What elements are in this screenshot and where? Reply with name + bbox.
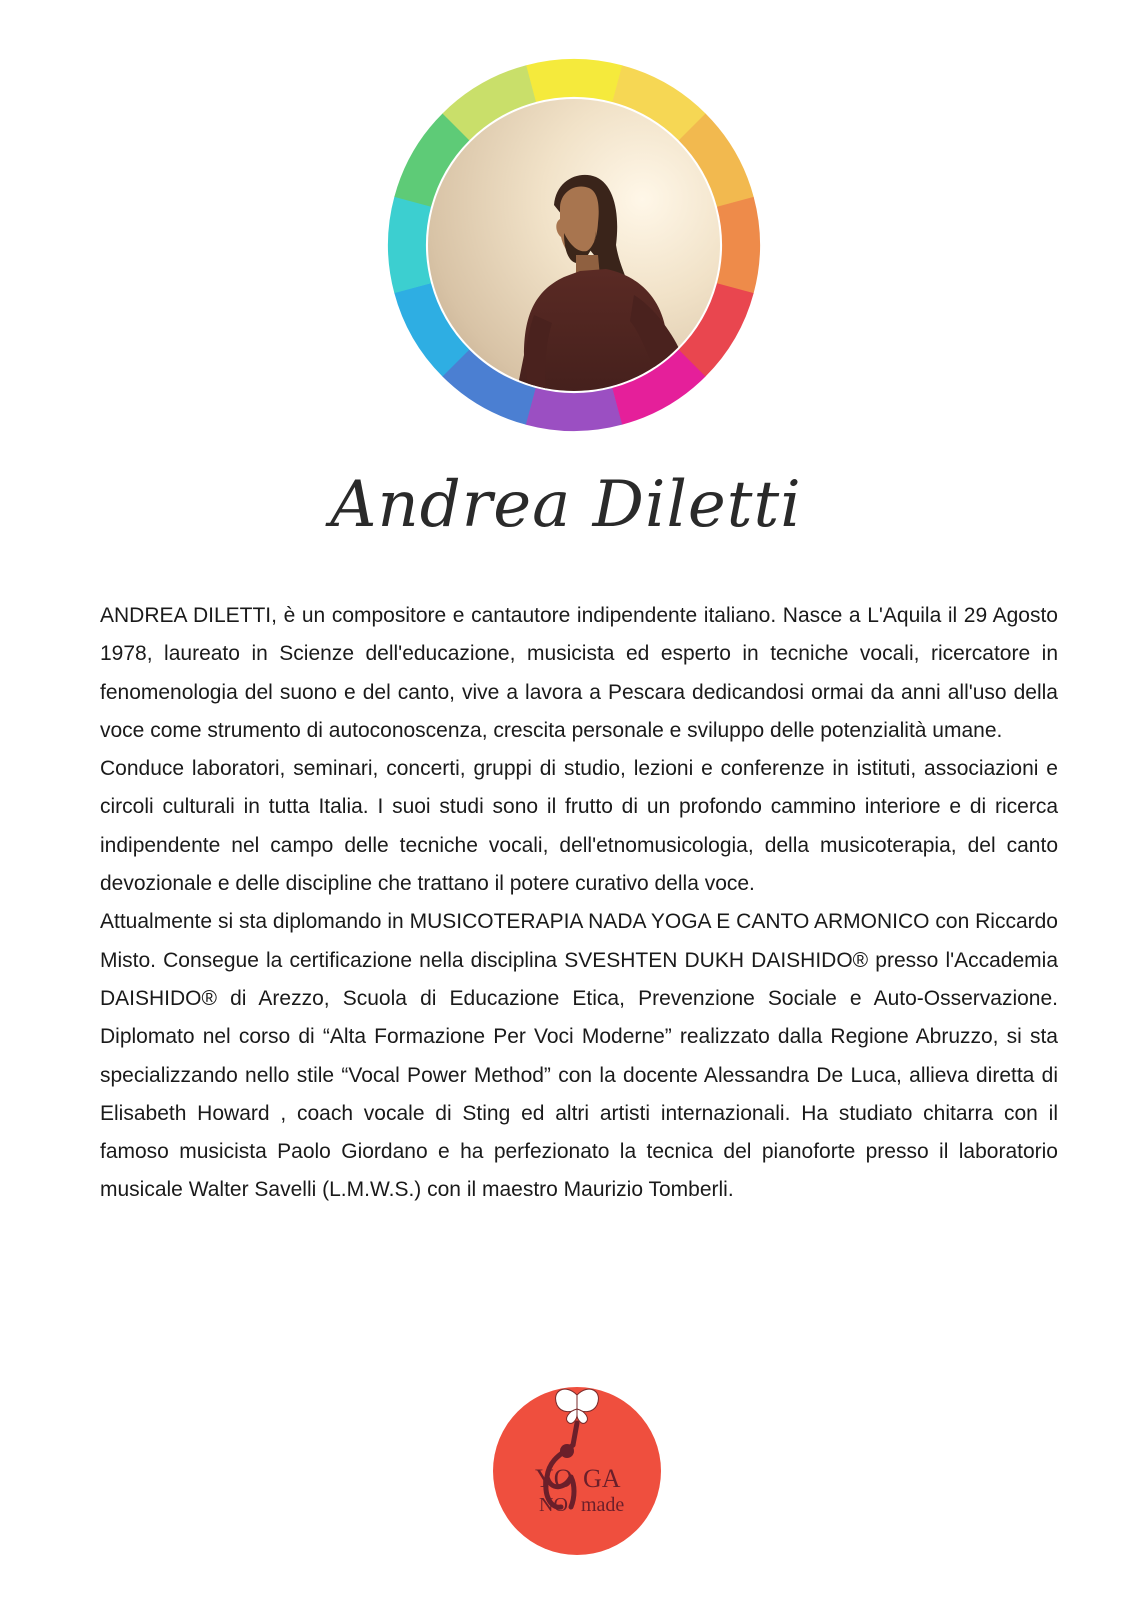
biography xyxy=(100,597,1058,1210)
yoga-nomade-logo xyxy=(491,1385,663,1557)
ring-segment xyxy=(526,59,623,102)
logo-text-made: made xyxy=(581,1494,625,1516)
color-wheel-ring xyxy=(384,55,764,435)
bio-paragraph-2: Conduce laboratori, seminari, concerti, gruppi di studio, lezioni e conferenze in istituti, associazioni e circoli culturali in tutta Italia. I suoi studi sono il frutto di un profondo cammino interiore e di ricerca indipendente nel campo delle tecniche vocali, dell'etnomusicologia, della musicoterapia, del canto devozionale e delle discipline che trattano il potere curativo della voce. xyxy=(100,757,1058,896)
ring-segment xyxy=(717,197,760,294)
logo-text-ga: GA xyxy=(583,1464,621,1493)
bio-paragraph-3: Attualmente si sta diplomando in MUSICOTERAPIA NADA YOGA E CANTO ARMONICO con Riccardo Misto. Consegue la certificazione nella disciplina SVESHTEN DUKH DAISHIDO® presso l'Accademia DAISHIDO® di Arezzo, Scuola di Educazione Etica, Prevenzione Sociale e Auto-Osservazione. Diplomato nel corso di “Alta Formazione Per Voci Moderne” realizzato dalla Regione Abruzzo, si sta specializzando nello stile “Vocal Power Method” con la docente Alessandra De Luca, allieva diretta di Elisabeth Howard , coach vocale di Sting ed altri artisti internazionali. Ha studiato chitarra con il famoso musicista Paolo Giordano e ha perfezionato la tecnica del pianoforte presso il laboratorio musicale Walter Savelli (L.M.W.S.) con il maestro Maurizio Tomberli. xyxy=(100,910,1058,1202)
portrait-photo xyxy=(384,55,764,435)
portrait-photo-frame xyxy=(384,55,764,435)
person-name: Andrea Diletti xyxy=(330,468,802,542)
ring-segment xyxy=(526,388,623,431)
ring-segment xyxy=(388,197,431,294)
logo-text-no: NO xyxy=(539,1494,568,1516)
logo-text-yo: YO xyxy=(535,1464,573,1493)
bio-paragraph-1: ANDREA DILETTI, è un compositore e cantautore indipendente italiano. Nasce a L'Aquila il 29 Agosto 1978, laureato in Scienze dell'educazione, musicista ed esperto in tecniche vocali, ricercatore in fenomenologia del suono e del canto, vive a lavora a Pescara dedicandosi ormai da anni all'uso della voce come strumento di autoconoscenza, crescita personale e sviluppo delle potenzialità umane. xyxy=(100,604,1058,742)
